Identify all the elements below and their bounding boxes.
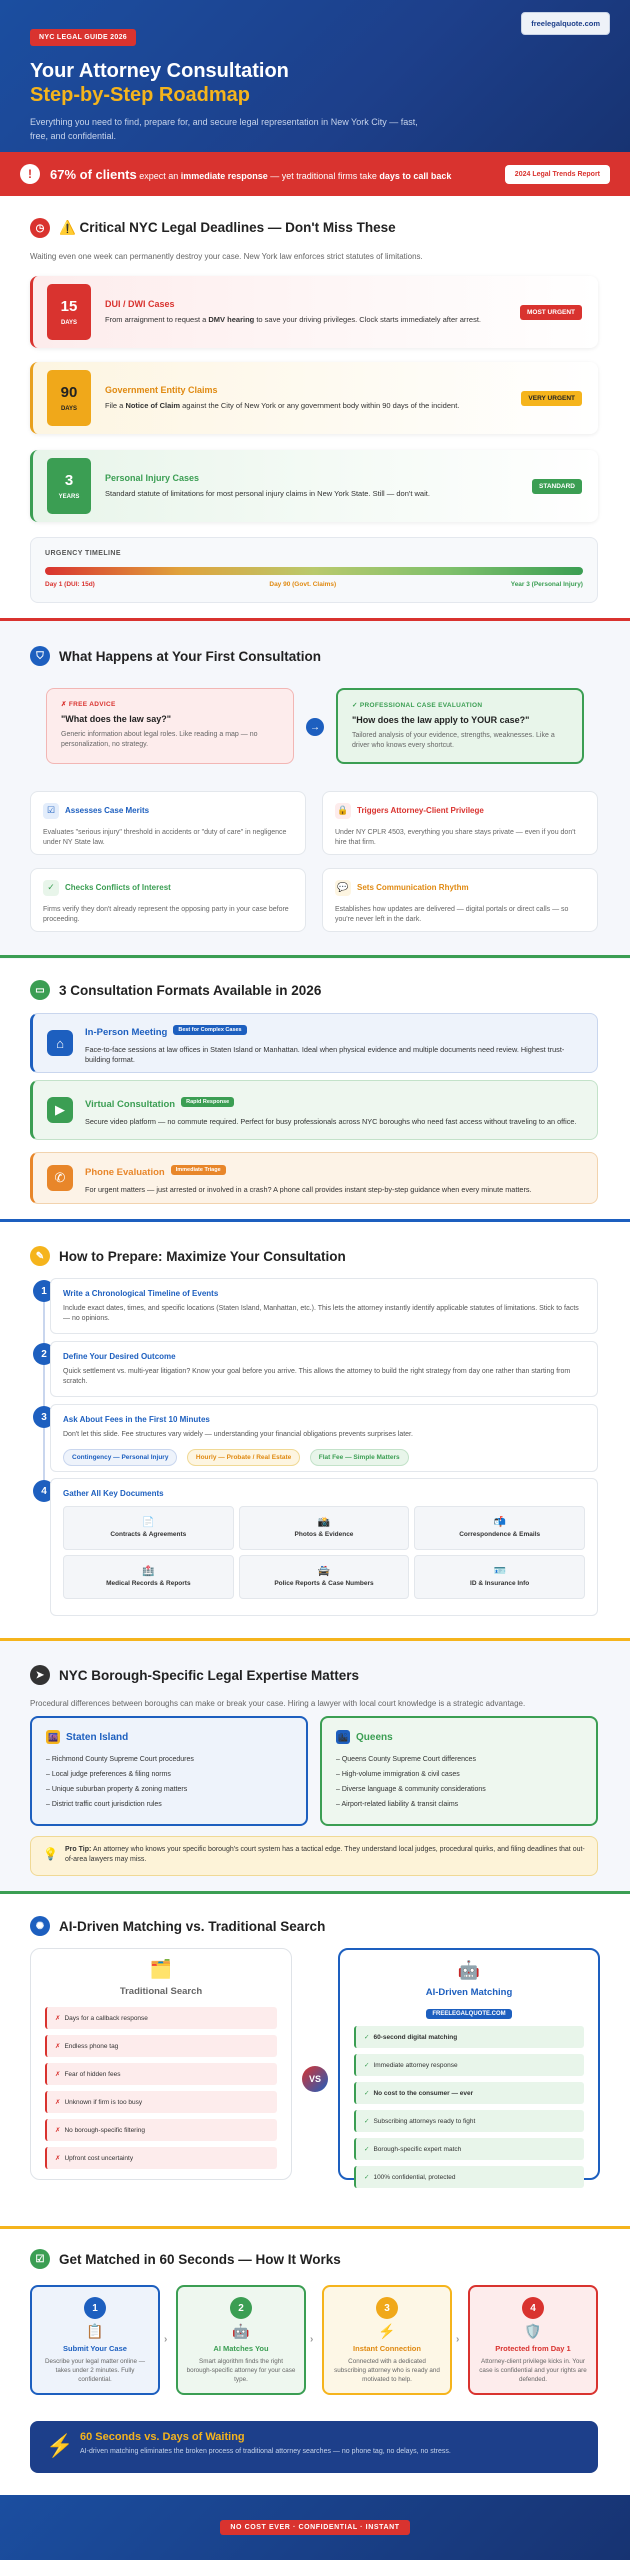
how-step-title: AI Matches You [213,2344,269,2353]
doc-label: Contracts & Agreements [110,1530,187,1538]
deadline-number: 15 [60,298,78,315]
robot-icon: 🤖 [457,1960,481,1980]
deadline-desc-bold: Notice of Claim [125,401,181,410]
x-icon: ✗ [55,2043,61,2050]
pro-tip [30,1836,598,1876]
check-icon: ✓ [364,2090,370,2097]
check-icon: ✓ [364,2034,370,2041]
prepare-title: How to Prepare: Maximize Your Consultation [59,1248,346,1264]
borough-list [46,1752,292,1812]
traditional-item [45,2147,277,2169]
borough-item-text: Richmond County Supreme Court procedures [51,1756,194,1763]
hero-subtitle: Step-by-Step Roadmap [30,84,251,106]
deadline-number: 3 [64,472,74,489]
card-desc: Firms verify they don't already represent the opposing party in your case before proceeding. [43,906,289,923]
format-desc: Secure video platform — no commute required. Perfect for busy professionals across NYC boroughs who need fast access without traveling to an office. [85,1116,577,1126]
boroughs-subtitle: Procedural differences between boroughs can make or break your case. Hiring a lawyer with local court knowledge is a strategic advantage. [30,1699,526,1708]
deadline-unit: DAYS [60,320,78,326]
report-button[interactable]: 2024 Legal Trends Report [505,165,610,184]
borough-item-text: District traffic court jurisdiction rules [51,1801,162,1808]
x-icon: ✗ [55,2099,61,2106]
traditional-item [45,2035,277,2057]
pro-tip-label: Pro Tip: [65,1846,92,1853]
fee-chip-contingency: Contingency — Personal Injury [63,1449,177,1466]
ai-item [354,2166,584,2188]
how-step-desc: Attorney-client privilege kicks in. Your case is confidential and your rights are defended. [479,2358,587,2383]
borough-name: Staten Island [66,1731,129,1743]
borough-name: Queens [356,1731,393,1743]
ai-item-text: 60-second digital matching [373,2033,458,2041]
timeline-label: URGENCY TIMELINE [45,550,121,557]
lightbulb-icon: 💡 [43,1847,58,1861]
lock-icon: 🔒 [335,803,351,819]
chat-icon: 💬 [335,880,351,896]
traditional-search-box [30,1948,292,2180]
doc-medical [63,1555,234,1599]
check-circle-icon: ✓ [43,880,59,896]
banner-text-1: expect an [136,170,181,181]
borough-item: – Queens County Supreme Court differences [336,1756,476,1763]
deadline-unit: YEARS [58,494,80,500]
document-grid [63,1506,585,1599]
traditional-item [45,2007,277,2029]
format-body [85,1162,532,1195]
card-case-merits [30,791,306,855]
deadline-desc-pre: File a [105,401,126,410]
ai-matching-box [338,1948,600,2180]
x-icon: ✗ [55,2155,61,2162]
deadline-body [105,473,532,499]
traditional-item-text: Days for a callback response [64,2014,148,2022]
traditional-list [45,2007,277,2169]
doc-label: Photos & Evidence [294,1530,354,1538]
phone-icon: ✆ [47,1165,73,1191]
how-step-desc: Connected with a dedicated subscribing attorney who is ready and motivated to help. [334,2358,440,2383]
borough-head [336,1730,582,1744]
card-title: Assesses Case Merits [65,806,150,816]
how-title: Get Matched in 60 Seconds — How It Works [59,2251,341,2267]
how-step-title: Protected from Day 1 [495,2344,571,2353]
step-desc: Quick settlement vs. multi-year litigation? Know your goal before you arrive. This allows the attorney to build the right strategy from day one rather than starting from scratch. [63,1368,571,1385]
free-advice-card [46,688,294,764]
pro-tip-text: An attorney who knows your specific borough's court system has a tactical edge. They understand local judges, procedural quirks, and filing deadlines that out-of-area lawyers may miss. [65,1846,585,1863]
format-title-row [85,1094,576,1112]
boroughs-title: NYC Borough-Specific Legal Expertise Matters [59,1667,360,1683]
step-number: 3 [33,1406,55,1428]
card-privilege [322,791,598,855]
ai-title: AI-Driven Matching [425,1987,513,1998]
x-icon: ✗ [55,2071,61,2078]
borough-item: – Airport-related liability & transit claims [336,1801,459,1808]
step-title: Write a Chronological Timeline of Events [63,1289,219,1298]
doc-label: Police Reports & Case Numbers [274,1579,374,1587]
how-step-title: Submit Your Case [63,2344,127,2353]
chevron-right-icon: › [456,2334,460,2345]
format-desc: For urgent matters — just arrested or involved in a crash? A phone call provides instant step-by-step guidance when every minute matters. [85,1184,532,1194]
urgency-badge: VERY URGENT [521,391,582,406]
step-title: Gather All Key Documents [63,1489,164,1498]
footer-badge: NO COST EVER · CONFIDENTIAL · INSTANT [220,2520,409,2535]
ai-item [354,2082,584,2104]
deadline-desc [105,400,521,411]
banner-bold-2: days to call back [379,170,452,181]
lightning-icon: ⚡ [378,2323,396,2339]
deadline-number-box [47,284,91,340]
borough-list [336,1752,582,1812]
doc-photos [239,1506,410,1550]
format-tag: Immediate Triage [171,1165,226,1175]
fee-chip-flat: Flat Fee — Simple Matters [310,1449,409,1466]
borough-head [46,1730,292,1744]
format-tag: Rapid Response [181,1097,234,1107]
boroughs-header [0,1665,630,1685]
borough-item-text: Local judge preferences & filing norms [51,1771,171,1778]
deadline-desc [105,314,520,325]
prepare-step-timeline [50,1278,598,1334]
step-desc: Don't let this slide. Fee structures vary widely — understanding your financial obligations prevents surprises later. [63,1431,413,1438]
shield-icon: 🛡️ [524,2323,542,2339]
ai-item-text: Subscribing attorneys ready to fight [373,2117,476,2125]
guide-tag: NYC LEGAL GUIDE 2026 [30,29,136,46]
format-in-person [30,1013,598,1073]
police-car-icon: 🚔 [317,1565,331,1577]
doc-contracts [63,1506,234,1550]
traditional-item-text: Endless phone tag [64,2042,119,2050]
pro-evaluation-desc: Tailored analysis of your evidence, strengths, weaknesses. Like a driver who knows every shortcut. [352,732,555,749]
deadline-desc-post: against the City of New York or any government body within 90 days of the incident. [180,401,460,410]
prepare-step-fees [50,1404,598,1472]
hero [0,0,630,152]
arrow-right-icon: → [306,718,324,736]
video-icon: ▶ [47,1097,73,1123]
step-desc: Include exact dates, times, and specific locations (Staten Island, Manhattan, etc.). This lets the attorney instantly identify applicable statutes of limitations. Stick to facts — no opinions. [63,1305,579,1322]
prepare-header [0,1246,630,1266]
consult-title: What Happens at Your First Consultation [59,648,322,664]
banner-stat: 67% of clients [50,166,137,182]
x-icon: ✗ [55,2127,61,2134]
how-step-number: 2 [230,2297,252,2319]
clipboard-icon: 📋 [86,2323,104,2339]
deadline-number: 90 [60,384,78,401]
folder-icon: 🗂️ [149,1959,173,1979]
card-desc: Evaluates "serious injury" threshold in accidents or "duty of care" in negligence under NY State law. [43,829,287,846]
deadline-number-box [47,370,91,426]
traditional-item-text: Unknown if firm is too busy [64,2098,143,2106]
hospital-icon: 🏥 [142,1565,155,1577]
format-tag: Best for Complex Cases [173,1025,246,1035]
banner-bold-1: immediate response [180,170,268,181]
site-link[interactable]: freelegalquote.com [521,12,610,35]
deadline-desc-bold: DMV hearing [208,315,255,324]
speed-banner [30,2421,598,2473]
document-icon: 📄 [142,1516,155,1528]
borough-item-text: Airport-related liability & transit claims [341,1801,459,1808]
pro-evaluation-card [336,688,584,764]
city-icon: 🌆 [46,1730,60,1744]
card-conflicts [30,868,306,932]
card-title: Sets Communication Rhythm [357,883,469,893]
fee-chip-hourly: Hourly — Probate / Real Estate [187,1449,300,1466]
hero-title: Your Attorney Consultation [30,60,289,82]
format-title-row [85,1162,532,1180]
timeline-mark: Day 90 (Govt. Claims) [269,581,337,588]
prepare-step-outcome [50,1341,598,1397]
steps-line [43,1290,45,1490]
traditional-title: Traditional Search [119,1986,203,1997]
vs-badge: VS [302,2066,328,2092]
deadlines-subtitle: Waiting even one week can permanently destroy your case. New York law enforces strict statutes of limitations. [30,252,423,261]
footer [0,2495,630,2560]
building-icon: ⌂ [47,1030,73,1056]
traditional-item [45,2091,277,2113]
format-title-row [85,1022,583,1040]
ai-item [354,2054,584,2076]
borough-staten-island [30,1716,308,1826]
fee-chips [63,1446,585,1466]
id-card-icon: 🪪 [493,1565,506,1577]
how-step-submit [30,2285,160,2395]
pro-evaluation-tag: ✓ PROFESSIONAL CASE EVALUATION [352,702,483,709]
check-icon: ✓ [364,2118,370,2125]
format-desc: Face-to-face sessions at law offices in Staten Island or Manhattan. Ideal when physical evidence and multiple documents need review. Highest trust-building format. [85,1044,565,1064]
format-title: Phone Evaluation [85,1166,165,1178]
deadlines-title: ⚠️ Critical NYC Legal Deadlines — Don't Miss These [59,220,396,235]
card-communication [322,868,598,932]
format-virtual [30,1080,598,1140]
camera-icon: 📸 [317,1516,331,1528]
format-title: In-Person Meeting [85,1026,168,1038]
timeline-bar [45,567,583,575]
deadline-desc: Standard statute of limitations for most personal injury claims in New York State. Still — don't wait. [105,489,430,498]
chevron-right-icon: › [164,2334,168,2345]
urgency-timeline [30,537,598,603]
hero-description: Everything you need to find, prepare for, and secure legal representation in New York City — fast, free, and confidential. [30,117,418,141]
pro-evaluation-question: "How does the law apply to YOUR case?" [352,715,530,725]
stat-banner [0,152,630,196]
alert-icon: ! [20,164,40,184]
step-number: 4 [33,1480,55,1502]
how-step-connect [322,2285,452,2395]
ai-item [354,2110,584,2132]
deadline-unit: DAYS [60,406,78,412]
navigation-icon: ➤ [30,1665,50,1685]
format-title: Virtual Consultation [85,1098,176,1110]
borough-item: – Local judge preferences & filing norms [46,1771,171,1778]
free-advice-desc: Generic information about legal roles. Like reading a map — no personalization, no strategy. [61,731,258,748]
how-step-desc: Describe your legal matter online — takes under 2 minutes. Fully confidential. [44,2358,146,2383]
speed-title: 60 Seconds vs. Days of Waiting [80,2431,245,2443]
doc-label: ID & Insurance Info [470,1579,530,1587]
format-phone [30,1152,598,1204]
how-header [0,2249,630,2269]
lightning-icon: ⚡ [46,2433,74,2458]
card-title: Checks Conflicts of Interest [65,883,171,893]
ai-icon: ✺ [30,1916,50,1936]
formats-header [0,980,630,1000]
how-step-desc: Smart algorithm finds the right borough-specific attorney for your case type. [186,2358,296,2383]
checklist-icon: ☑ [30,2249,50,2269]
timeline-mark: Year 3 (Personal Injury) [510,581,583,588]
deadline-card-dui [30,276,598,348]
deadline-body [105,385,521,411]
traditional-item-text: Upfront cost uncertainty [64,2154,134,2162]
chevron-right-icon: › [310,2334,314,2345]
ai-item-text: 100% confidential, protected [373,2173,456,2181]
compare-title: AI-Driven Matching vs. Traditional Search [59,1918,326,1934]
shield-icon: ⛉ [30,646,50,666]
urgency-badge: STANDARD [532,479,582,494]
borough-item-text: High-volume immigration & civil cases [341,1771,460,1778]
borough-item: – High-volume immigration & civil cases [336,1771,460,1778]
traditional-item-text: Fear of hidden fees [64,2070,121,2078]
doc-police [239,1555,410,1599]
prepare-step-documents [50,1478,598,1616]
borough-item: – Richmond County Supreme Court procedures [46,1756,194,1763]
x-icon: ✗ [55,2015,61,2022]
free-advice-question: "What does the law say?" [61,714,172,724]
formats-title: 3 Consultation Formats Available in 2026 [59,982,322,998]
borough-item: – District traffic court jurisdiction rules [46,1801,162,1808]
step-number: 2 [33,1343,55,1365]
deadline-card-government [30,362,598,434]
doc-correspondence [414,1506,585,1550]
free-advice-tag: ✗ FREE ADVICE [61,701,116,708]
deadlines-header [0,218,630,238]
ai-sub-badge: FREELEGALQUOTE.COM [426,2009,511,2019]
borough-item: – Diverse language & community considerations [336,1786,486,1793]
check-icon: ✓ [364,2062,370,2069]
checklist-icon: ☑ [43,803,59,819]
format-body [85,1094,576,1127]
timeline-marks [45,581,583,588]
monitor-icon: ▭ [30,980,50,1000]
borough-item: – Unique suburban property & zoning matters [46,1786,188,1793]
ai-list [354,2026,584,2188]
traditional-item [45,2063,277,2085]
card-title: Triggers Attorney-Client Privilege [357,806,484,816]
consult-header [0,646,630,666]
banner-text [50,167,505,182]
ai-sub [354,2002,584,2020]
clock-icon: ◷ [30,218,50,238]
banner-text-2: — yet traditional firms take [267,170,380,181]
deadline-desc-post: to save your driving privileges. Clock starts immediately after arrest. [254,315,481,324]
deadline-body [105,299,520,325]
ai-item [354,2026,584,2048]
format-body [85,1022,583,1065]
deadline-desc-pre: From arraignment to request a [105,315,209,324]
robot-icon: 🤖 [232,2323,250,2339]
deadline-title: Government Entity Claims [105,385,218,395]
how-step-number: 3 [376,2297,398,2319]
ai-item-text: Immediate attorney response [373,2061,458,2069]
ai-item-text: No cost to the consumer — ever [373,2089,474,2097]
doc-label: Correspondence & Emails [459,1530,541,1538]
ai-item-text: Borough-specific expert match [373,2145,462,2153]
city-icon: 🏙 [336,1730,350,1744]
step-title: Ask About Fees in the First 10 Minutes [63,1415,210,1424]
deadline-number-box [47,458,91,514]
deadline-card-injury [30,450,598,522]
how-step-protected [468,2285,598,2395]
card-desc: Establishes how updates are delivered — digital portals or direct calls — so you're never left in the dark. [335,906,569,923]
lightbulb-icon: ✎ [30,1246,50,1266]
deadline-title: DUI / DWI Cases [105,299,175,309]
timeline-mark: Day 1 (DUI: 15d) [45,581,95,588]
doc-id [414,1555,585,1599]
speed-desc: AI-driven matching eliminates the broken process of traditional attorney searches — no phone tag, no delays, no stress. [80,2448,451,2455]
borough-item-text: Diverse language & community considerations [341,1786,486,1793]
step-title: Define Your Desired Outcome [63,1352,176,1361]
deadline-title: Personal Injury Cases [105,473,200,483]
borough-item-text: Queens County Supreme Court differences [341,1756,476,1763]
ai-item [354,2138,584,2160]
doc-label: Medical Records & Reports [106,1579,191,1587]
mailbox-icon: 📬 [493,1516,506,1528]
borough-item-text: Unique suburban property & zoning matters [51,1786,188,1793]
check-icon: ✓ [364,2146,370,2153]
step-number: 1 [33,1280,55,1302]
borough-queens [320,1716,598,1826]
how-step-match [176,2285,306,2395]
how-step-number: 4 [522,2297,544,2319]
compare-header [0,1916,630,1936]
traditional-item [45,2119,277,2141]
traditional-item-text: No borough-specific filtering [64,2126,146,2134]
how-step-title: Instant Connection [353,2344,421,2353]
check-icon: ✓ [364,2174,370,2181]
card-desc: Under NY CPLR 4503, everything you share stays private — even if you don't hire that firm. [335,829,576,846]
how-step-number: 1 [84,2297,106,2319]
urgency-badge: MOST URGENT [520,305,582,320]
